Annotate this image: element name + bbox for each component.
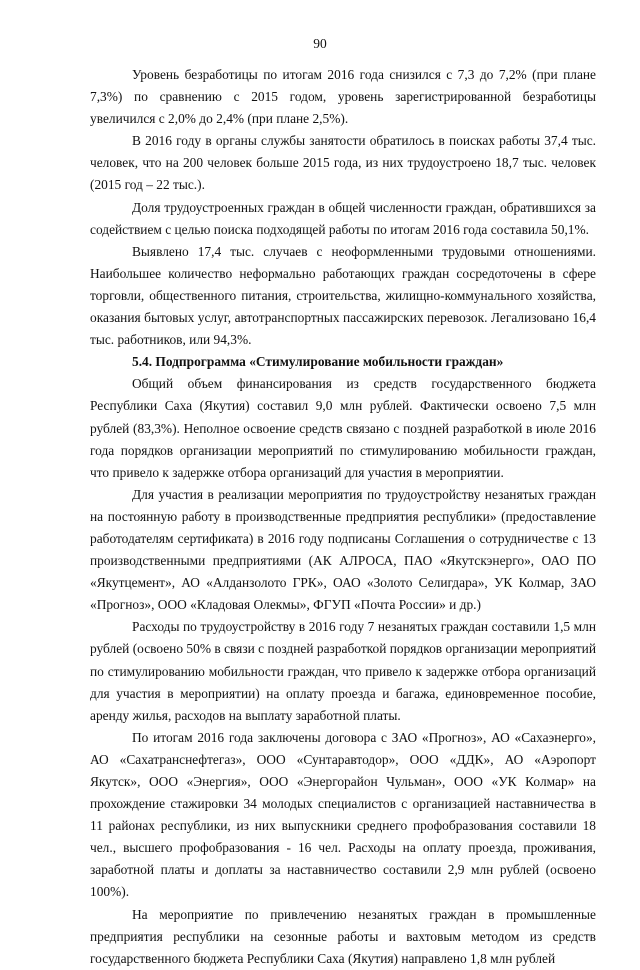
paragraph-financing: Общий объем финансирования из средств государственного бюджета Республики Саха (Якутия) составил 9,0 млн рублей. Фактически освоено 7,5 млн рублей (83,3%). Неполное освоение средств связано с поздней разработкой в июле 2016 года порядков организации мероприятий по стимулированию мобильности граждан, что привело к задержке отбора организаций для участия в мероприятии. bbox=[90, 376, 596, 480]
paragraph-employment-share: Доля трудоустроенных граждан в общей численности граждан, обратившихся за содействием с целью поиска подходящей работы по итогам 2016 года составила 50,1%. bbox=[90, 199, 596, 237]
paragraph-contracts: По итогам 2016 года заключены договора с ЗАО «Прогноз», АО «Сахаэнерго», АО «Сахатранснефтегаз», ООО «Сунтаравтодор», ООО «ДДК», АО «Аэропорт Якутск», ООО «Энергия», ООО «Энергорайон Чульман», ООО «УК Колмар» на прохождение стажировки 34 молодых специалистов с организацией наставничества в 11 районах республики, из них выпускники среднего профобразования составили 18 чел., высшего профобразования - 16 чел. Расходы на оплату проезда, проживания, заработной платы и доплаты за наставничество составили 2,9 млн рублей (освоено 100%). bbox=[90, 729, 596, 900]
section-heading: 5.4. Подпрограмма «Стимулирование мобильности граждан» bbox=[132, 354, 504, 370]
paragraph-informal-employment: Выявлено 17,4 тыс. случаев с неоформленными трудовыми отношениями. Наибольшее количество неформально работающих граждан сосредоточены в сфере торговли, общественного питания, строительства, жилищно-коммунального хозяйства, оказания бытовых услуг, автотранспортных пассажирских перевозок. Легализовано 16,4 тыс. работников, или 94,3%. bbox=[90, 243, 596, 348]
paragraph-seasonal-work: На мероприятие по привлечению незанятых граждан в промышленные предприятия республики на сезонные работы и вахтовым методом из средств государственного бюджета Республики Саха (Якутия) направлено 1,8 млн рублей bbox=[90, 906, 596, 966]
paragraph-unemployment-rate: Уровень безработицы по итогам 2016 года снизился с 7,3 до 7,2% (при плане 7,3%) по сравнению с 2015 годом, уровень зарегистрированной безработицы увеличился с 2,0% до 2,4% (при плане 2,5%). bbox=[90, 67, 596, 127]
paragraph-expenses: Расходы по трудоустройству в 2016 году 7 незанятых граждан составили 1,5 млн рублей (освоено 50% в связи с поздней разработкой порядков организации мероприятий по стимулированию мобильности граждан, что привело к задержке отбора организаций для участия в мероприятии) на оплату проезда и багажа, единовременное пособие, аренду жилья, расходов на выплату заработной платы. bbox=[90, 619, 596, 723]
paragraph-job-seekers: В 2016 году в органы службы занятости обратилось в поисках работы 37,4 тыс. человек, что на 200 человек больше 2015 года, из них трудоустроено 18,7 тыс. человек (2015 год – 22 тыс.). bbox=[90, 133, 596, 193]
page-content bbox=[90, 64, 596, 970]
page-number: 90 bbox=[313, 36, 327, 51]
paragraph-agreements: Для участия в реализации мероприятия по трудоустройству незанятых граждан на постоянную работу в производственные предприятия республики» (предоставление работодателям сертификата) в 2016 году подписаны Соглашения о сотрудничестве с 13 производственными предприятиями (АК АЛРОСА, ПАО «Якутскэнерго», ОАО ПО «Якутцемент», АО «Алданзолото ГРК», ОАО «Золото Селигдара», УК Колмар, ЗАО «Прогноз», ООО «Кладовая Олекмы», ФГУП «Почта России» и др.) bbox=[90, 486, 596, 613]
